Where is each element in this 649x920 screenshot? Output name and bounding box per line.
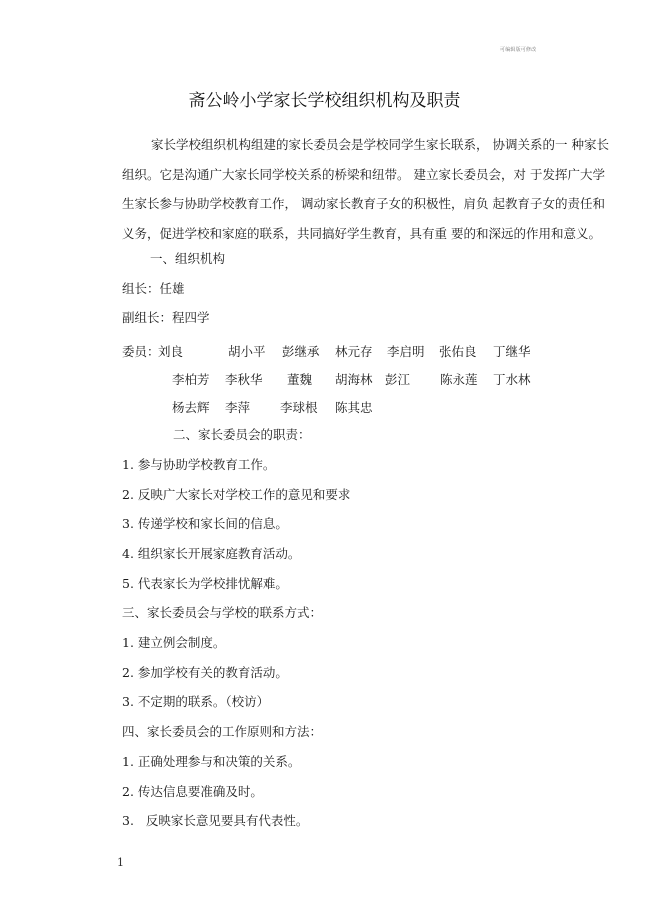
list-item: 5. 代表家长为学校排忧解难。 — [122, 576, 288, 591]
intro-line: 义务，促进学校和家庭的联系，共同搞好学生教育，具有重 要的和深远的作用和意义。 — [122, 226, 601, 241]
member-name: 张佑良 — [439, 344, 477, 359]
section-heading: 三、家长委员会与学校的联系方式： — [122, 605, 323, 620]
member-name: 胡海林 — [335, 372, 373, 387]
member-name: 陈其忠 — [335, 400, 373, 415]
list-item: 1. 正确处理参与和决策的关系。 — [122, 754, 301, 769]
list-item: 1. 参与协助学校教育工作。 — [122, 457, 276, 472]
member-name: 李萍 — [225, 400, 251, 415]
intro-line: 组织。它是沟通广大家长同学校关系的桥梁和纽带。 建立家长委员会，对 于发挥广大学 — [122, 167, 605, 182]
member-name: 李秋华 — [225, 372, 263, 387]
list-item: 1. 建立例会制度。 — [122, 635, 226, 650]
deputy-line: 副组长：程四学 — [122, 310, 210, 325]
page-number: 1 — [117, 856, 124, 869]
list-item: 2. 参加学校有关的教育活动。 — [122, 665, 288, 680]
member-name: 彭江 — [385, 372, 411, 387]
member-name: 刘良 — [158, 344, 184, 359]
list-item: 4. 组织家长开展家庭教育活动。 — [122, 546, 301, 561]
leader-line: 组长：任雄 — [122, 281, 185, 296]
list-item: 3. 不定期的联系。（校访） — [122, 694, 270, 709]
document-title: 斋公岭小学家长学校组织机构及职责 — [188, 91, 461, 111]
member-name: 彭继承 — [282, 344, 320, 359]
member-name: 胡小平 — [228, 344, 266, 359]
members-label: 委员： — [122, 344, 160, 359]
section-heading: 二、家长委员会的职责： — [173, 427, 311, 442]
list-item: 2. 传达信息要准确及时。 — [122, 784, 263, 799]
member-name: 李球根 — [280, 400, 318, 415]
member-name: 林元存 — [335, 344, 373, 359]
list-item: 3. 反映家长意见要具有代表性。 — [122, 813, 309, 828]
intro-line: 生家长参与协助学校教育工作， 调动家长教育子女的积极性，肩负 起教育子女的责任和 — [122, 196, 605, 211]
section-heading: 四、家长委员会的工作原则和方法： — [122, 724, 323, 739]
intro-line: 家长学校组织机构组建的家长委员会是学校同学生家长联系， 协调关系的一 种家长 — [151, 137, 609, 152]
header-note: 可编辑版可修改 — [500, 47, 537, 53]
member-name: 丁继华 — [493, 344, 531, 359]
member-name: 董魏 — [287, 372, 313, 387]
member-name: 陈永莲 — [440, 372, 478, 387]
member-name: 丁水林 — [493, 372, 531, 387]
member-name: 李柏芳 — [172, 372, 210, 387]
member-name: 李启明 — [387, 344, 425, 359]
list-item: 3. 传递学校和家长间的信息。 — [122, 516, 288, 531]
list-item: 2. 反映广大家长对学校工作的意见和要求 — [122, 487, 351, 502]
member-name: 杨去辉 — [172, 400, 210, 415]
section-heading: 一、组织机构 — [150, 251, 226, 266]
